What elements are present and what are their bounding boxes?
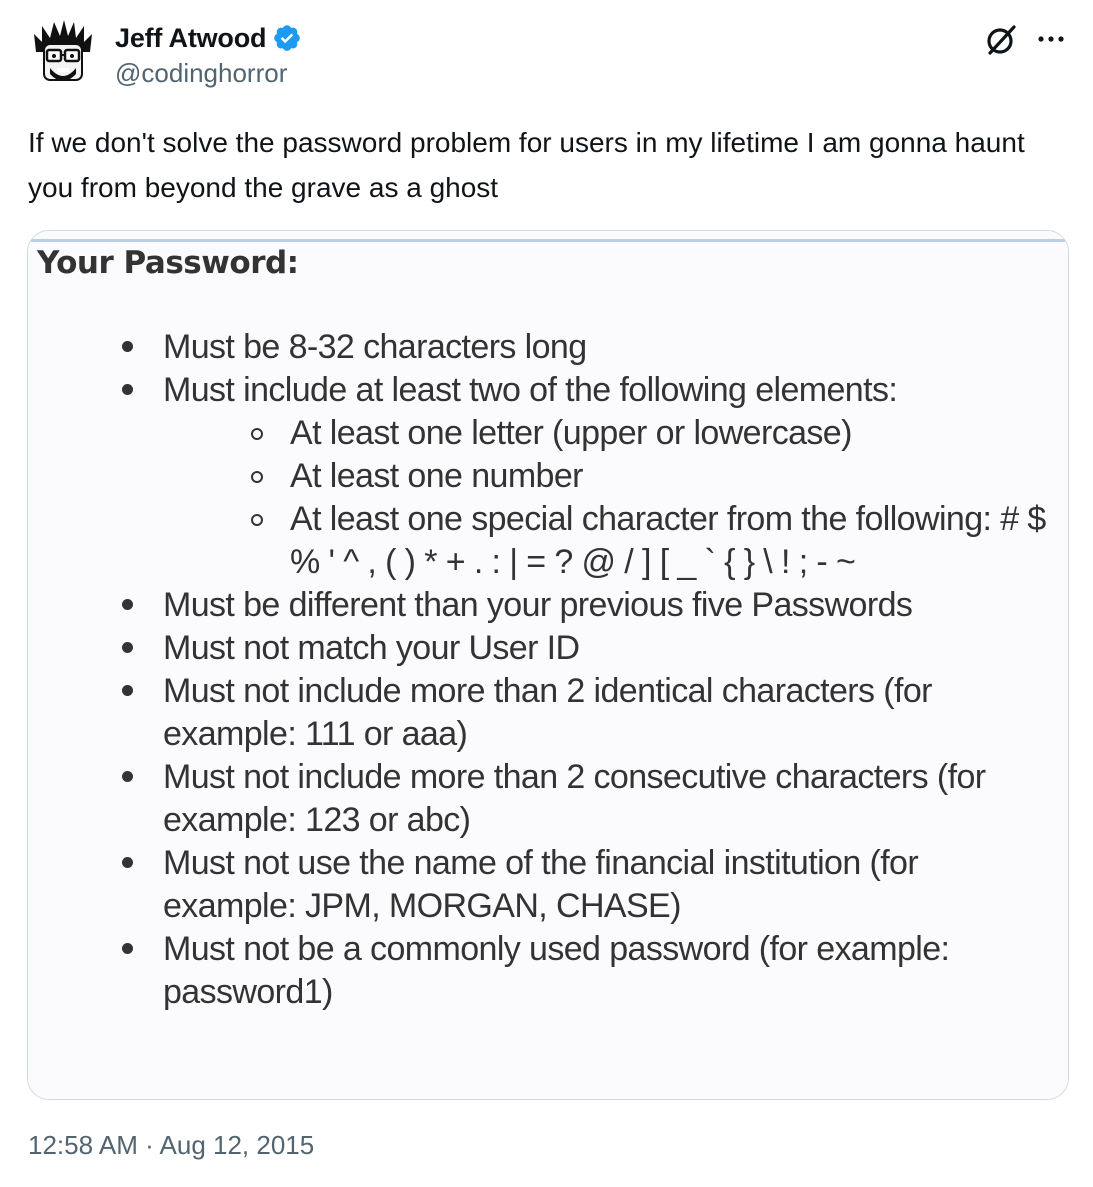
tweet-timestamp[interactable]: 12:58 AM · Aug 12, 2015 — [28, 1130, 315, 1160]
bullet-icon — [122, 771, 133, 782]
media-divider-line — [28, 239, 1068, 242]
bullet-icon — [122, 943, 133, 954]
password-rules-title: Your Password: — [37, 245, 299, 281]
grok-icon[interactable] — [983, 22, 1019, 58]
tweet-media-image[interactable] — [27, 230, 1069, 1100]
password-rule-text: Must be 8-32 characters long — [163, 328, 587, 366]
circle-bullet-icon — [251, 428, 263, 440]
password-rule-subitem — [163, 455, 1048, 498]
password-rule-item — [28, 627, 1068, 670]
password-rule-sublist — [163, 412, 1048, 584]
password-rule-subitem — [163, 412, 1048, 455]
password-rule-item — [28, 369, 1068, 584]
password-rule-text: Must not match your User ID — [163, 629, 580, 667]
verified-badge-icon[interactable] — [272, 23, 302, 53]
bullet-icon — [122, 341, 133, 352]
password-rule-subitem-text: At least one number — [290, 457, 583, 495]
tweet-text: If we don't solve the password problem for users in my lifetime I am gonna haunt you from beyond the grave as a ghost — [28, 127, 1025, 203]
bullet-icon — [122, 384, 133, 395]
password-rule-text: Must be different than your previous five Passwords — [163, 586, 913, 624]
bullet-icon — [122, 642, 133, 653]
circle-bullet-icon — [251, 514, 263, 526]
author-handle[interactable]: @codinghorror — [115, 58, 288, 88]
password-rule-item — [28, 584, 1068, 627]
password-rule-text: Must not be a commonly used password (for example: password1) — [163, 930, 950, 1011]
avatar[interactable] — [28, 18, 98, 88]
password-rules-list — [28, 326, 1068, 1014]
password-rule-item — [28, 756, 1068, 842]
more-options-icon[interactable] — [1034, 24, 1068, 54]
password-rule-subitem-text: At least one letter (upper or lowercase) — [290, 414, 852, 452]
password-rule-subitem-text: At least one special character from the following: # $ % ' ^ , ( ) * + . : | = ? @ / ] [ _ ` { } \ ! ; - ~ — [290, 500, 1046, 581]
password-rule-text: Must include at least two of the following elements: — [163, 371, 898, 409]
password-rule-text: Must not include more than 2 identical characters (for example: 111 or aaa) — [163, 672, 932, 753]
password-rule-text: Must not use the name of the financial institution (for example: JPM, MORGAN, CHASE) — [163, 844, 919, 925]
bullet-icon — [122, 599, 133, 610]
password-rule-item — [28, 928, 1068, 1014]
password-rule-subitem — [163, 498, 1048, 584]
bullet-icon — [122, 857, 133, 868]
circle-bullet-icon — [251, 471, 263, 483]
password-rule-item — [28, 670, 1068, 756]
author-display-name[interactable]: Jeff Atwood — [115, 22, 267, 53]
bullet-icon — [122, 685, 133, 696]
password-rule-text: Must not include more than 2 consecutive characters (for example: 123 or abc) — [163, 758, 986, 839]
password-rule-item — [28, 842, 1068, 928]
password-rule-item — [28, 326, 1068, 369]
avatar-cartoon-icon — [28, 18, 98, 88]
media-image-content — [28, 231, 1068, 1099]
author-name-row — [115, 20, 302, 56]
